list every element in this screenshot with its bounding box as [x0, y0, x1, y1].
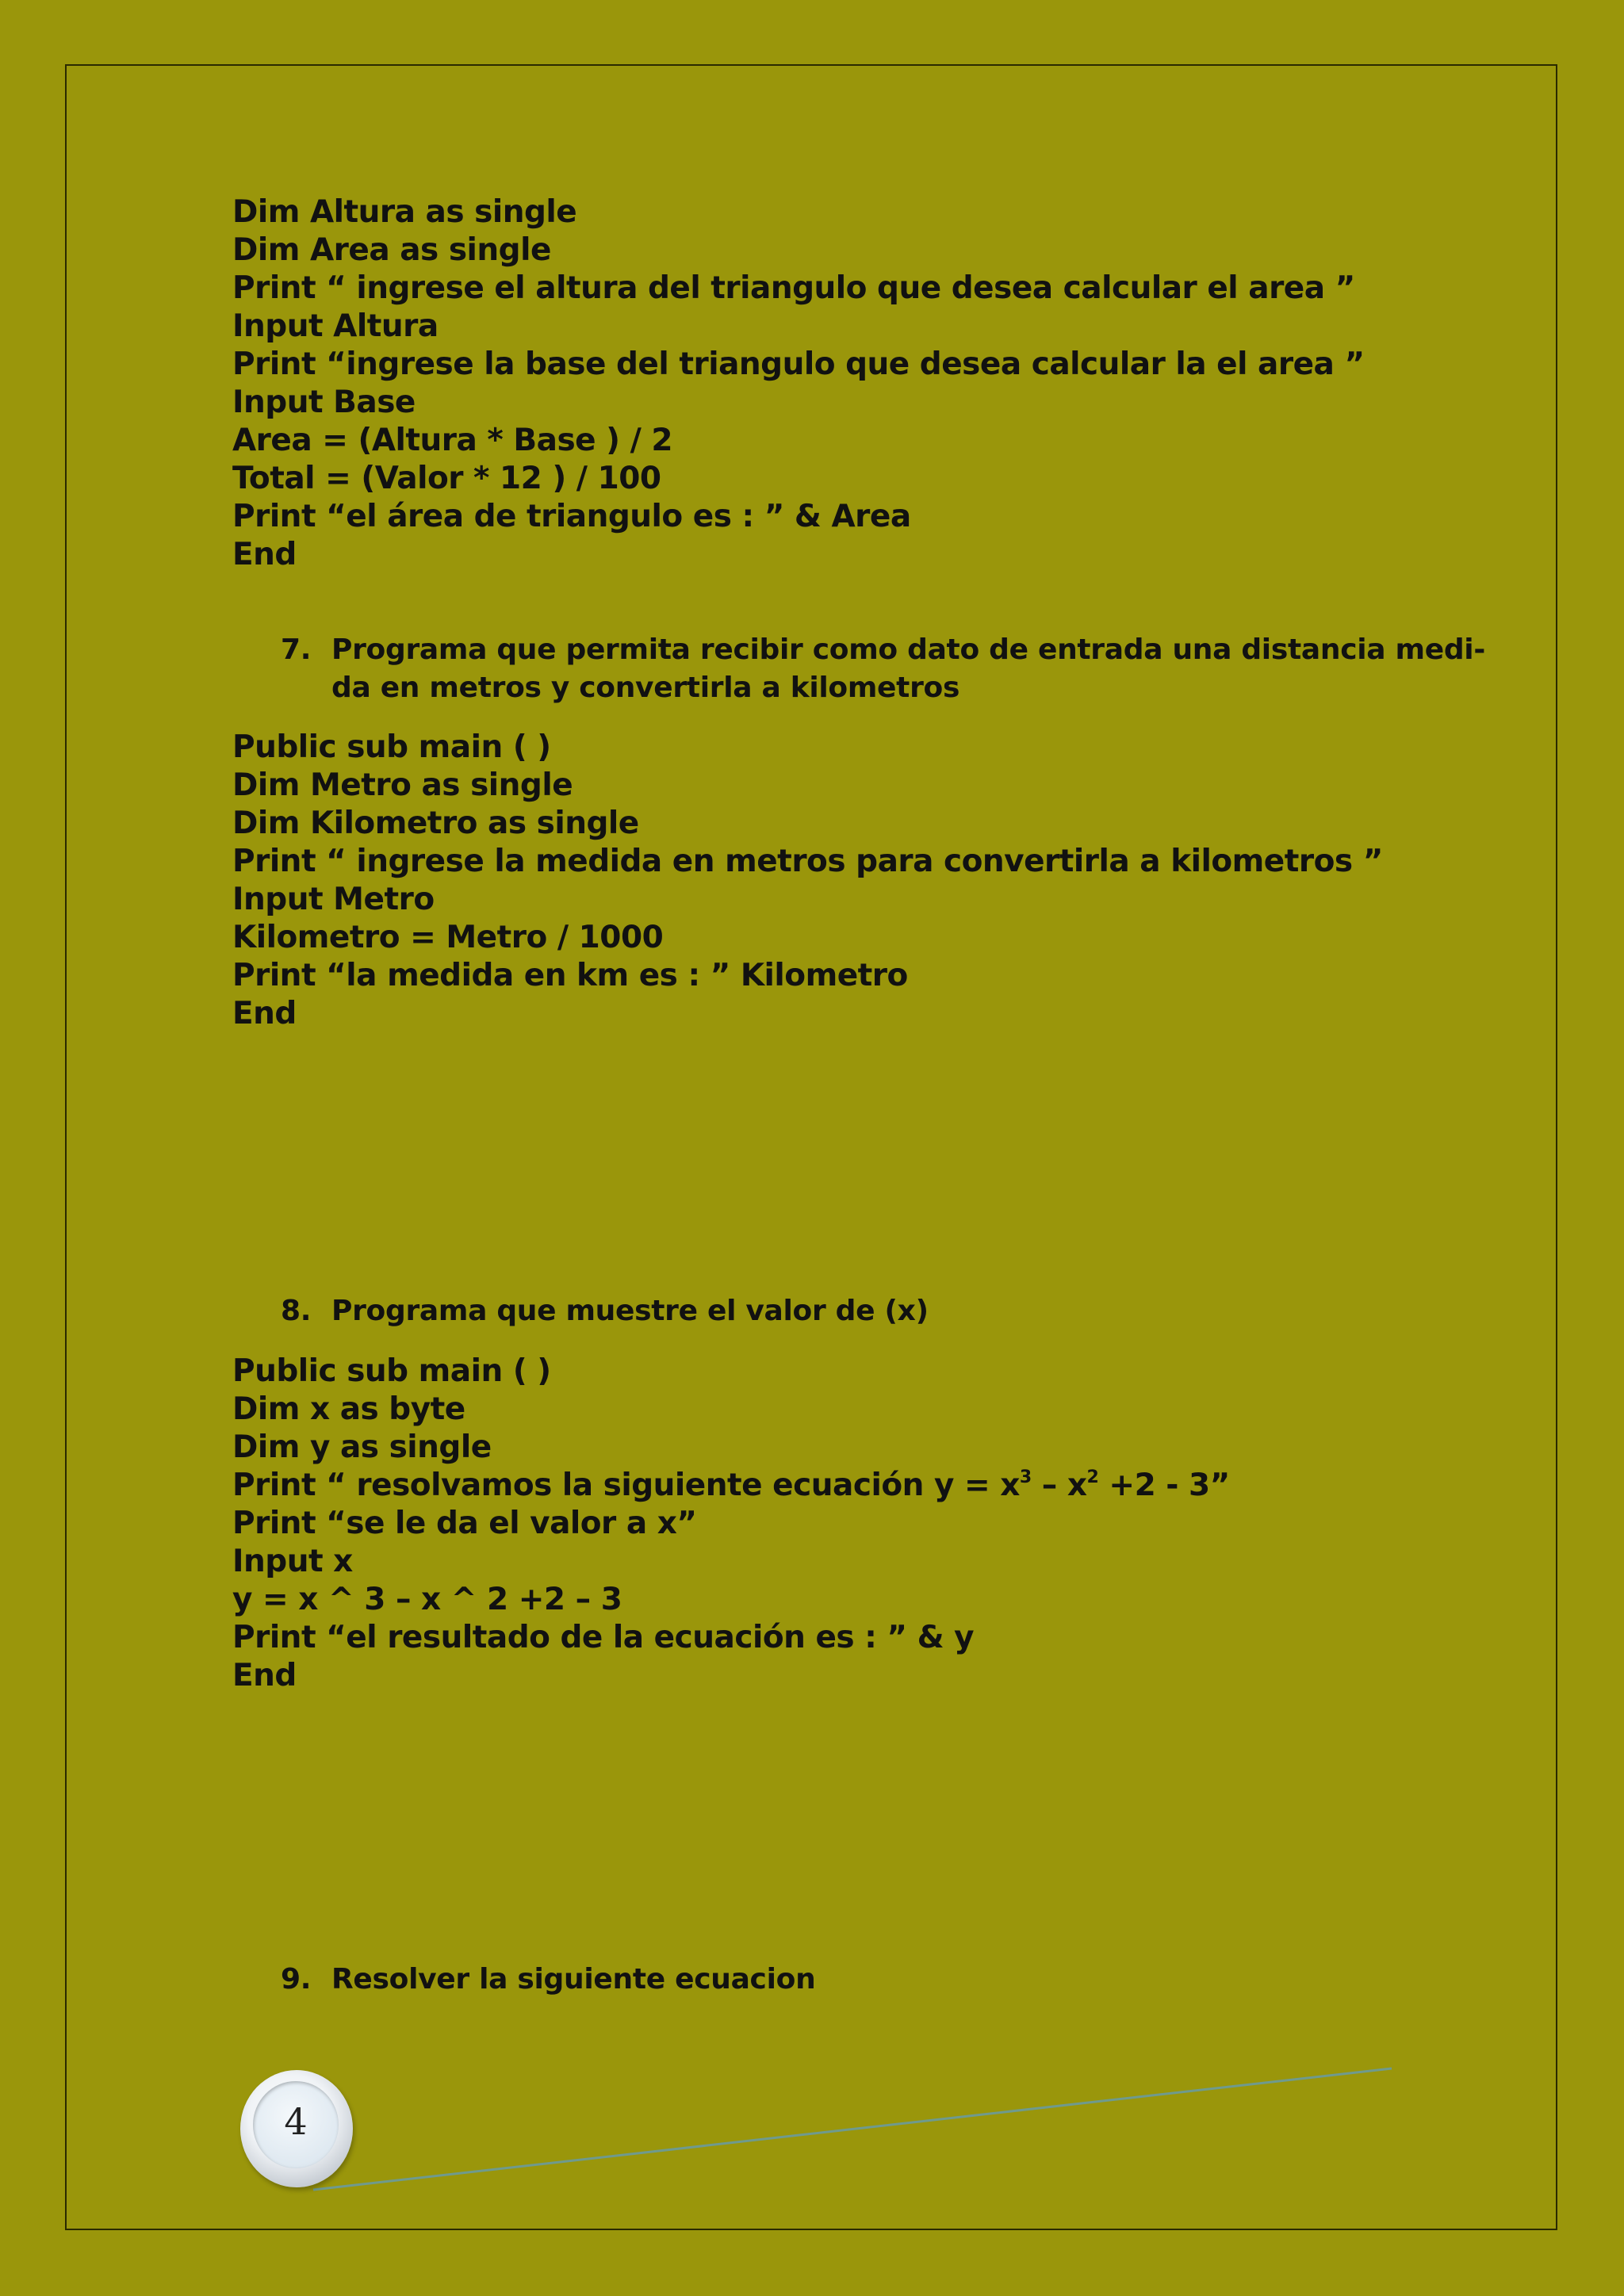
page-number: 4 — [284, 2100, 308, 2143]
code-line: Print “el resultado de la ecuación es : ” & y — [232, 1620, 975, 1655]
code-line: Total = (Valor * 12 ) / 100 — [232, 461, 661, 496]
code-line: End — [232, 996, 297, 1031]
list-item-text: Programa que permita recibir como dato de entrada una distancia medi- — [331, 633, 1485, 666]
code-line: y = x ^ 3 – x ^ 2 +2 – 3 — [232, 1582, 622, 1617]
page-number-badge — [240, 2070, 353, 2187]
code-line: Dim Area as single — [232, 232, 551, 268]
code-line: Area = (Altura * Base ) / 2 — [232, 423, 673, 458]
code-line: Dim Kilometro as single — [232, 806, 639, 841]
code-line: End — [232, 537, 297, 572]
code-line: Dim Metro as single — [232, 767, 573, 803]
code-line: Dim x as byte — [232, 1391, 465, 1427]
code-line: Dim Altura as single — [232, 194, 577, 230]
list-item-text: Resolver la siguiente ecuacion — [331, 1963, 816, 1996]
code-line: Print “ingrese la base del triangulo que desea calcular la el area ” — [232, 346, 1365, 382]
list-number: 7. — [281, 633, 312, 666]
list-item-text-continued: da en metros y convertirla a kilometros — [331, 672, 960, 704]
code-line: Input Altura — [232, 308, 439, 344]
exponent: 3 — [1019, 1468, 1032, 1487]
code-line: Print “se le da el valor a x” — [232, 1506, 697, 1541]
list-item-text: Programa que muestre el valor de (x) — [331, 1295, 929, 1327]
equation-suffix: +2 - 3” — [1098, 1468, 1230, 1503]
code-line: Public sub main ( ) — [232, 729, 551, 765]
code-line: Print “ ingrese el altura del triangulo que desea calcular el area ” — [232, 270, 1355, 306]
code-line: Input x — [232, 1544, 353, 1579]
code-line: Public sub main ( ) — [232, 1353, 551, 1389]
code-line: Input Base — [232, 385, 416, 420]
exponent: 2 — [1086, 1468, 1099, 1487]
footer-line — [313, 2068, 1392, 2190]
code-line: Print “ ingrese la medida en metros para convertirla a kilometros ” — [232, 844, 1383, 879]
list-number: 8. — [281, 1295, 312, 1327]
code-line: End — [232, 1658, 297, 1693]
page-number-badge-inner — [253, 2081, 339, 2168]
code-line: Print “el área de triangulo es : ” & Area — [232, 499, 911, 534]
list-number: 9. — [281, 1963, 312, 1996]
equation-middle: – x — [1031, 1468, 1087, 1503]
code-line: Input Metro — [232, 882, 435, 917]
equation-prefix: Print “ resolvamos la siguiente ecuación y = x — [232, 1468, 1020, 1503]
code-line: Dim y as single — [232, 1429, 492, 1465]
code-line: Print “la medida en km es : ” Kilometro — [232, 958, 908, 993]
code-line: Kilometro = Metro / 1000 — [232, 920, 664, 955]
